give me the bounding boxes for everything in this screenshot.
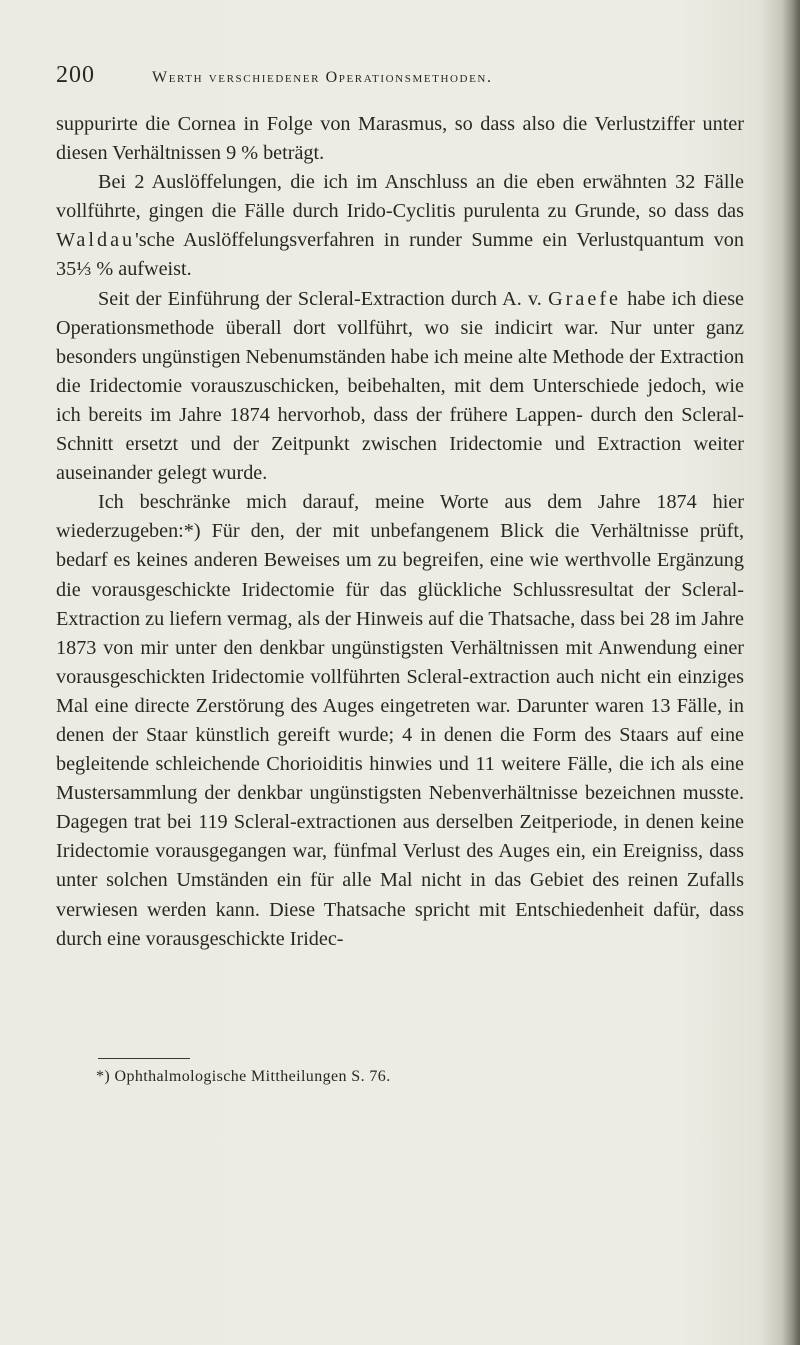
paragraph-text: Ich beschränke mich darauf, meine Worte aus dem Jahre 1874 hier wiederzugeben:*) Für den, der mit unbefangenem Blick die Verhältnisse prüft, bedarf es keines anderen Beweises um zu begreifen, eine wie werthvolle Ergänzung die vorausgeschickte Iridectomie für das glückliche Schlussresultat der Scleral-Extraction zu liefern vermag, als der Hinweis auf die Thatsache, dass bei 28 im Jahre 1873 von mir unter den denkbar ungünstigsten Verhältnissen mit Anwendung einer vorausgeschickten Iridectomie vollführten Scleral-extraction auch nicht ein einziges Mal eine directe Zerstörung des Auges eingetreten war. Darunter waren 13 Fälle, in denen der Staar künstlich gereift wurde; 4 in denen die Form des Staars auf eine begleitende schleichende Chorioiditis hinwies und 11 weitere Fälle, die ich als eine Mustersammlung der denkbar ungünstigsten Nebenverhältnisse bezeichnen musste. Dagegen trat bei 119 Scleral-extractionen aus derselben Zeitperiode, in denen keine Iridectomie vorausgegangen war, fünfmal Verlust des Auges ein, ein Ereigniss, dass unter solchen Umständen ein für alle Mal nicht in das Gebiet des reinen Zufalls verwiesen werden kann. Diese Thatsache spricht mit Entschiedenheit dafür, dass durch eine vorausgeschickte Iridec-	[56, 491, 745, 950]
paragraph-text: Bei 2 Auslöffelungen, die ich im Anschluss an die eben erwähnten 32 Fälle vollführte, gingen die Fälle durch Irido-Cyclitis purulenta zu Grunde, so dass das	[56, 171, 744, 223]
paragraph-text: Seit der Einführung der Scleral-Extraction durch A. v.	[98, 287, 549, 310]
spaced-name: Waldau	[56, 229, 136, 252]
page-number: 200	[56, 62, 95, 88]
paragraph-text: habe ich diese Operationsmethode überall dort vollführt, wo sie indicirt war. Nur unter ganz besonders ungünstigen Nebenumständen habe ich meine alte Methode der Extraction die Iridectomie vorauszuschicken, beibehalten, mit dem Unterschiede jedoch, wie ich bereits im Jahre 1874 hervorhob, dass der frühere Lappen- durch den Scleral-Schnitt ersetzt und der Zeitpunkt zwischen Iridectomie und Extraction weiter auseinander gelegt wurde.	[56, 287, 745, 485]
body-text	[56, 110, 744, 954]
paragraph-4	[56, 488, 744, 954]
paragraph-2	[56, 168, 744, 284]
paragraph-1	[56, 110, 744, 168]
running-header	[56, 62, 746, 96]
footnote: *) Ophthalmologische Mittheilungen S. 76.	[96, 1068, 391, 1085]
paragraph-3	[56, 285, 744, 489]
page-edge-shadow	[782, 0, 800, 1345]
running-title: Werth verschiedener Operationsmethoden.	[152, 69, 493, 86]
paragraph-text: suppurirte die Cornea in Folge von Marasmus, so dass also die Verlustziffer unter diesen Verhältnissen 9 % beträgt.	[56, 113, 744, 165]
spaced-name: Graefe	[548, 287, 621, 310]
paragraph-text: 'sche Auslöffelungsverfahren in runder Summe ein Verlustquantum von 35⅓ % aufweist.	[56, 229, 744, 281]
footnote-rule	[98, 1058, 190, 1059]
